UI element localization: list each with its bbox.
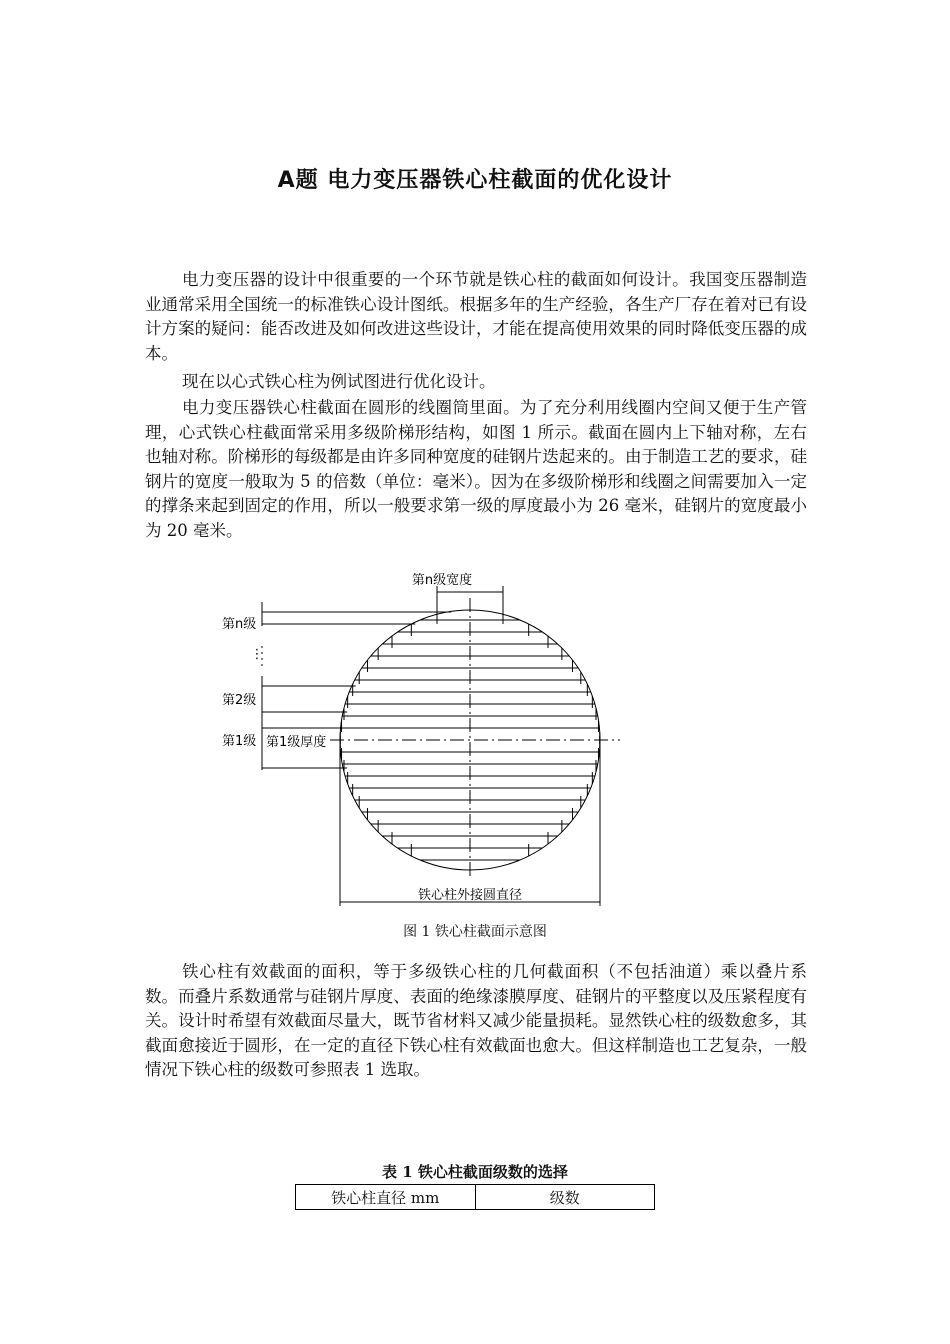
table-header-diameter: 铁心柱直径 mm bbox=[296, 1185, 476, 1210]
table-header-row bbox=[296, 1185, 655, 1210]
label-diameter: 铁心柱外接圆直径 bbox=[417, 888, 523, 903]
core-cross-section-figure bbox=[210, 566, 630, 916]
label-level-1: 第1级 bbox=[222, 734, 257, 749]
level-selection-table bbox=[295, 1184, 655, 1210]
paragraph-intro: 电力变压器的设计中很重要的一个环节就是铁心柱的截面如何设计。我国变压器制造业通常采用全国统一的标准铁心设计图纸。根据多年的生产经验，各生产厂存在着对已有设计方案的疑问：能否改进及如何改进这些设计，才能在提高使用效果的同时降低变压器的成本。 bbox=[145, 270, 807, 363]
label-nth-level: 第n级 bbox=[222, 617, 257, 632]
paragraph-effective-area: 铁心柱有效截面的面积，等于多级铁心柱的几何截面积（不包括油道）乘以叠片系数。而叠片系数通常与硅钢片厚度、表面的绝缘漆膜厚度、硅钢片的平整度以及压紧程度有关。设计时希望有效截面尽量大，既节省材料又减少能量损耗。显然铁心柱的级数愈多，其截面愈接近于圆形，在一定的直径下铁心柱有效截面也愈大。但这样制造也工艺复杂，一般情况下铁心柱的级数可参照表 1 选取。 bbox=[145, 962, 807, 1080]
label-dots: ⋮ bbox=[250, 647, 264, 662]
document-title: A题 电力变压器铁心柱截面的优化设计 bbox=[277, 168, 673, 193]
label-level-1-thickness: 第1级厚度 bbox=[266, 735, 327, 750]
label-level-2: 第2级 bbox=[222, 693, 257, 708]
figure-caption: 图 1 铁心柱截面示意图 bbox=[403, 924, 547, 940]
paragraph-purpose: 现在以心式铁心柱为例试图进行优化设计。 bbox=[182, 372, 496, 391]
label-nth-width: 第n级宽度 bbox=[411, 573, 473, 588]
paragraph-structure: 电力变压器铁心柱截面在圆形的线圈筒里面。为了充分利用线圈内空间又便于生产管理，心式铁心柱截面常采用多级阶梯形结构，如图 1 所示。截面在圆内上下轴对称，左右也轴对称。阶梯形的每级都是由许多同种宽度的硅钢片迭起来的。由于制造工艺的要求，硅钢片的宽度一般取为 5 的倍数（单位：毫米）。因为在多级阶梯形和线圈之间需要加入一定的撑条来起到固定的作用，所以一般要求第一级的厚度最小为 26 毫米，硅钢片的宽度最小为 20 毫米。 bbox=[145, 398, 807, 540]
table-header-levels: 级数 bbox=[475, 1185, 655, 1210]
table-title: 表 1 铁心柱截面级数的选择 bbox=[382, 1163, 568, 1181]
